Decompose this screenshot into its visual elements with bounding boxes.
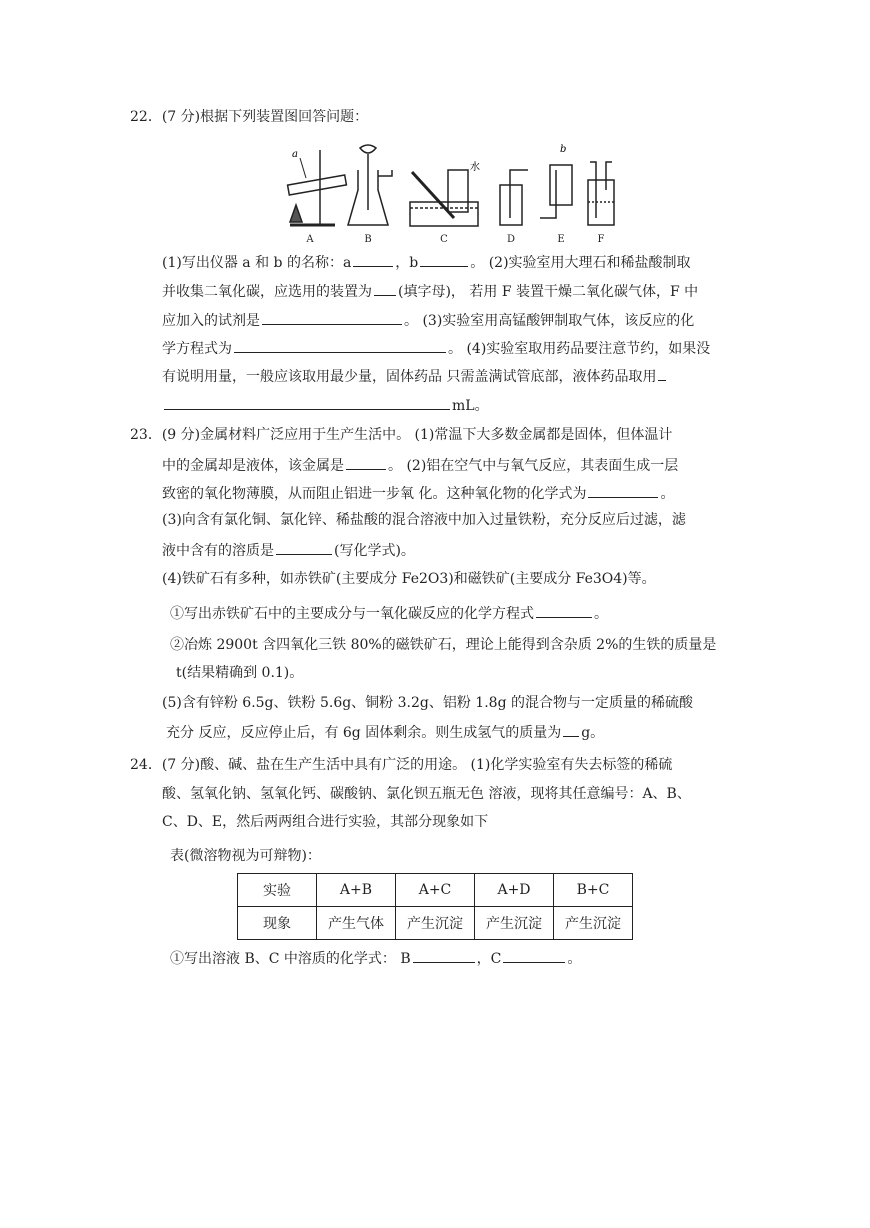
label-d: D <box>506 234 516 245</box>
blank-reaction[interactable] <box>536 603 592 618</box>
q23-line-6: (4)铁矿石有多种，如赤铁矿(主要成分 Fe2O3)和磁铁矿(主要成分 Fe3O4)等。 <box>162 571 656 587</box>
label-b: B <box>364 234 372 245</box>
q24-line-2: 酸、氢氧化钠、氢氧化钙、碳酸钠、氯化钡五瓶无色 溶液，现将其任意编号：A、B、 <box>162 786 691 802</box>
label-c: C <box>440 234 448 245</box>
q23-line-11: 充分 反应，反应停止后，有 6g 固体剩余。则生成氢气的质量为 g。 <box>166 722 604 742</box>
blank-oxide[interactable] <box>588 483 658 498</box>
blank-solute[interactable] <box>276 540 332 555</box>
table-cell: 产生沉淀 <box>396 907 475 940</box>
table-cell: A+B <box>317 874 396 907</box>
table-cell: A+D <box>475 874 554 907</box>
table-cell: 产生沉淀 <box>554 907 633 940</box>
table-cell: 现象 <box>238 907 317 940</box>
table-cell: 产生气体 <box>317 907 396 940</box>
q24-line-3: C、D、E，然后两两组合进行实验，其部分现象如下 <box>162 814 489 830</box>
q23-line-3: 致密的氧化物薄膜，从而阻止铝进一步氧 化。这种氧化物的化学式为 。 <box>162 483 674 503</box>
q22-line-6: mL。 <box>162 395 489 415</box>
q24-line-5: ①写出溶液 B、C 中溶质的化学式： B ，C 。 <box>170 948 581 968</box>
q24-heading: 24．(7 分)酸、碱、盐在生产生活中具有广泛的用途。 (1)化学实验室有失去标签的稀硫 <box>130 757 673 773</box>
table-cell: 产生沉淀 <box>475 907 554 940</box>
apparatus-e <box>540 165 572 218</box>
apparatus-figure <box>270 140 620 250</box>
blank-c-solute[interactable] <box>503 948 565 963</box>
blank-equation[interactable] <box>234 338 446 353</box>
apparatus-c <box>410 170 478 226</box>
q23-line-5: 液中含有的溶质是 (写化学式)。 <box>162 540 415 560</box>
label-e: E <box>557 234 565 245</box>
q23-line-8: ②冶炼 2900t 含四氧化三铁 80%的磁铁矿石，理论上能得到含杂质 2%的生铁的质量是 <box>170 637 717 653</box>
q22-line-1: (1)写出仪器 a 和 b 的名称：a ，b 。 (2)实验室用大理石和稀盐酸制取 <box>162 252 691 272</box>
q23-line-9: t(结果精确到 0.1)。 <box>176 665 304 681</box>
experiment-table <box>237 873 633 940</box>
q23-line-7: ①写出赤铁矿石中的主要成分与一氧化碳反应的化学方程式 。 <box>170 603 608 623</box>
q24-line-4: 表(微溶物视为可辩物)： <box>170 848 321 864</box>
blank-b-solute[interactable] <box>413 948 475 963</box>
label-f: F <box>597 234 605 245</box>
blank-metal[interactable] <box>346 455 386 470</box>
q23-line-10: (5)含有锌粉 6.5g、铁粉 5.6g、铜粉 3.2g、铝粉 1.8g 的混合物与一定质量的稀硫酸 <box>162 695 693 711</box>
q23-heading: 23．(9 分)金属材料广泛应用于生产生活中。 (1)常温下大多数金属都是固体，但体温计 <box>130 427 673 443</box>
q22-line-5: 有说明用量，一般应该取用最少量，固体药品 只需盖满试管底部，液体药品取用 <box>162 366 668 386</box>
table-cell: 实验 <box>238 874 317 907</box>
table-row <box>238 874 633 907</box>
q22-line-4: 学方程式为 。 (4)实验室取用药品要注意节约，如果没 <box>162 338 710 358</box>
blank-a[interactable] <box>353 252 393 267</box>
q22-line-3: 应加入的试剂是 。 (3)实验室用高锰酸钾制取气体，该反应的化 <box>162 310 694 330</box>
label-a: A <box>306 234 314 245</box>
apparatus-b <box>348 145 392 225</box>
q23-line-2: 中的金属却是液体，该金属是 。 (2)铝在空气中与氧气反应，其表面生成一层 <box>162 455 678 475</box>
blank-device[interactable] <box>374 281 396 296</box>
q22-heading: 22．(7 分)根据下列装置图回答问题： <box>130 109 369 125</box>
blank-start <box>658 366 666 381</box>
table-cell: B+C <box>554 874 633 907</box>
q23-line-4: (3)向含有氯化铜、氯化锌、稀盐酸的混合溶液中加入过量铁粉，充分反应后过滤，滤 <box>162 512 686 528</box>
table-cell: A+C <box>396 874 475 907</box>
blank-reagent[interactable] <box>262 310 402 325</box>
blank-volume[interactable] <box>164 395 450 410</box>
table-row <box>238 907 633 940</box>
letter-b: b <box>560 144 567 155</box>
blank-b[interactable] <box>420 252 468 267</box>
q22-line-2: 并收集二氧化碳，应选用的装置为 (填字母)， 若用 F 装置干燥二氧化碳气体，F 中 <box>162 281 698 301</box>
apparatus-d <box>500 170 528 225</box>
letter-a: a <box>292 149 298 160</box>
blank-hydrogen[interactable] <box>563 722 579 737</box>
apparatus-f <box>588 162 614 225</box>
apparatus-a <box>288 150 347 225</box>
letter-water: 水 <box>470 162 480 173</box>
